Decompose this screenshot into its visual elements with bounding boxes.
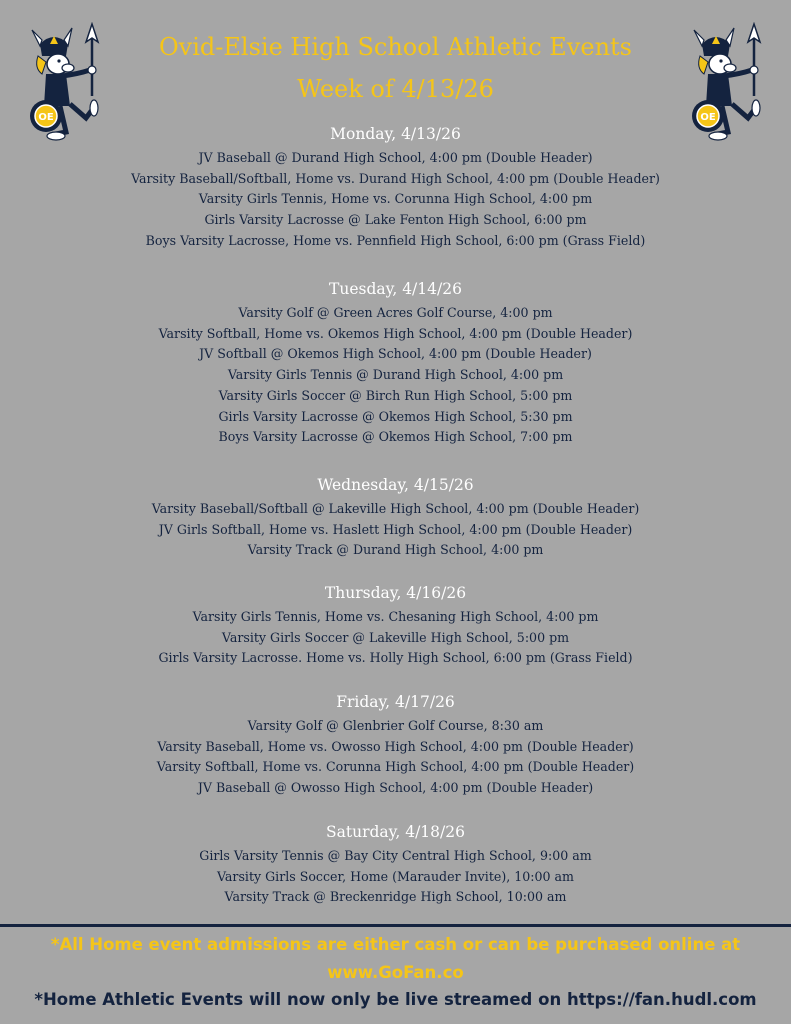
event-item: Varsity Girls Soccer @ Lakeville High School, 5:00 pm — [221, 629, 570, 645]
event-item: Varsity Golf @ Green Acres Golf Course, 4:00 pm — [238, 305, 553, 320]
day-section-saturday — [0, 821, 791, 908]
event-item: Girls Varsity Tennis @ Bay City Central High School, 9:00 am — [199, 848, 592, 863]
day-heading: Friday, 4/17/26 — [336, 693, 455, 711]
day-heading: Wednesday, 4/15/26 — [317, 476, 474, 494]
day-section-friday — [0, 691, 791, 799]
footer-divider — [0, 924, 791, 927]
day-section-wednesday — [0, 474, 791, 561]
event-item: Girls Varsity Lacrosse @ Lake Fenton High School, 6:00 pm — [204, 212, 587, 228]
event-item: Varsity Track @ Durand High School, 4:00 pm — [247, 542, 544, 558]
mascot-shield-text: OE — [700, 112, 716, 123]
event-item: Boys Varsity Lacrosse, Home vs. Pennfield High School, 6:00 pm (Grass Field) — [145, 232, 646, 248]
event-item: Varsity Baseball/Softball @ Lakeville High School, 4:00 pm (Double Header) — [151, 501, 640, 516]
day-section-monday — [0, 123, 791, 252]
page-subtitle-week: Week of 4/13/26 — [297, 75, 494, 103]
event-item: Varsity Girls Tennis, Home vs. Corunna High School, 4:00 pm — [198, 191, 593, 207]
event-item: Varsity Track @ Breckenridge High School, 10:00 am — [224, 889, 567, 905]
day-heading: Tuesday, 4/14/26 — [329, 280, 462, 298]
event-item: Varsity Baseball, Home vs. Owosso High School, 4:00 pm (Double Header) — [157, 738, 634, 754]
day-heading: Monday, 4/13/26 — [330, 125, 461, 143]
event-item: JV Baseball @ Durand High School, 4:00 pm (Double Header) — [198, 150, 593, 165]
event-item: JV Softball @ Okemos High School, 4:00 pm (Double Header) — [199, 346, 592, 362]
day-heading: Saturday, 4/18/26 — [326, 823, 465, 841]
event-item: Varsity Girls Soccer, Home (Marauder Invite), 10:00 am — [216, 868, 574, 884]
event-item: JV Girls Softball, Home vs. Haslett High School, 4:00 pm (Double Header) — [158, 521, 633, 537]
day-section-tuesday — [0, 278, 791, 448]
admission-note-line1: *All Home event admissions are either cash or can be purchased online at — [50, 935, 741, 954]
mascot-shield-text: OE — [38, 112, 54, 123]
event-item: Girls Varsity Lacrosse. Home vs. Holly High School, 6:00 pm (Grass Field) — [158, 650, 633, 666]
gofan-link[interactable]: www.GoFan.co — [327, 963, 464, 982]
page-title: Ovid-Elsie High School Athletic Events — [159, 33, 632, 61]
event-item: Girls Varsity Lacrosse @ Okemos High School, 5:30 pm — [218, 408, 573, 424]
day-heading: Thursday, 4/16/26 — [324, 584, 467, 602]
livestream-note: *Home Athletic Events will now only be live streamed on https://fan.hudl.com — [34, 990, 757, 1009]
event-item: Boys Varsity Lacrosse @ Okemos High School, 7:00 pm — [218, 429, 573, 445]
event-item: Varsity Golf @ Glenbrier Golf Course, 8:30 am — [247, 718, 544, 733]
event-item: Varsity Softball, Home vs. Okemos High School, 4:00 pm (Double Header) — [158, 325, 633, 341]
day-section-thursday — [0, 582, 791, 669]
admission-note — [0, 931, 791, 987]
event-item: Varsity Girls Tennis @ Durand High School, 4:00 pm — [227, 367, 564, 383]
event-item: JV Baseball @ Owosso High School, 4:00 pm (Double Header) — [197, 780, 594, 796]
event-item: Varsity Girls Tennis, Home vs. Chesaning High School, 4:00 pm — [192, 609, 599, 624]
event-item: Varsity Softball, Home vs. Corunna High School, 4:00 pm (Double Header) — [156, 759, 635, 775]
event-item: Varsity Baseball/Softball, Home vs. Durand High School, 4:00 pm (Double Header) — [131, 170, 660, 186]
event-item: Varsity Girls Soccer @ Birch Run High School, 5:00 pm — [218, 387, 573, 403]
